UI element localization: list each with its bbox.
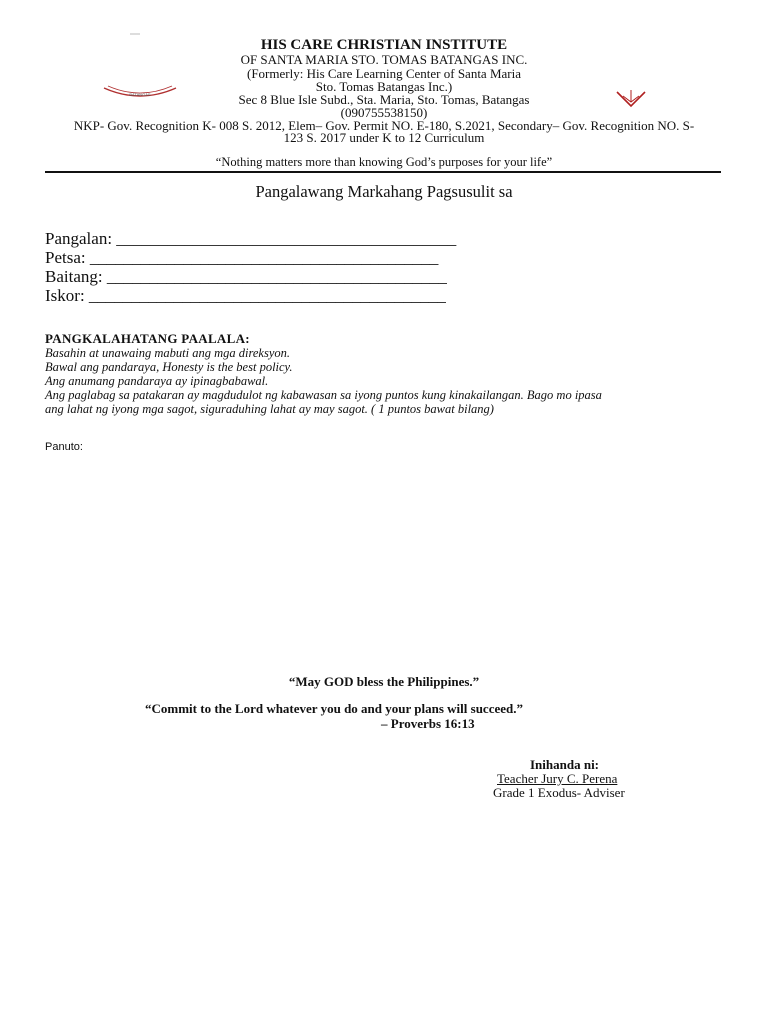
header-line-3: (Formerly: His Care Learning Center of Santa Maria xyxy=(247,66,521,81)
verse-reference: – Proverbs 16:13 xyxy=(381,716,475,731)
grade-field[interactable]: Baitang: ________________________________________ xyxy=(45,267,447,286)
score-field[interactable]: Iskor: __________________________________________ xyxy=(45,286,446,305)
header-line-4: Sto. Tomas Batangas Inc.) xyxy=(315,79,453,94)
reminder-2: Bawal ang pandaraya, Honesty is the best policy. xyxy=(45,360,293,374)
reminder-4: Ang paglabag sa patakaran ay magdudulot ng kabawasan sa iyong puntos kung kinakailangan. Bago mo ipasa xyxy=(45,388,602,402)
exam-title: Pangalawang Markahang Pagsusulit sa xyxy=(255,182,513,201)
school-name: HIS CARE CHRISTIAN INSTITUTE xyxy=(260,37,508,53)
header-address: Sec 8 Blue Isle Subd., Sta. Maria, Sto. Tomas, Batangas xyxy=(238,92,530,107)
instructions-label: Panuto: xyxy=(45,441,83,453)
reminders-heading: PANGKALAHATANG PAALALA: xyxy=(45,331,250,346)
header-line-2: OF SANTA MARIA STO. TOMAS BATANGAS INC. xyxy=(240,52,528,67)
recognition-line-2: 123 S. 2017 under K to 12 Curriculum xyxy=(283,130,485,145)
reminder-1: Basahin at unawaing mabuti ang mga direksyon. xyxy=(45,346,291,360)
prepared-name: Teacher Jury C. Perena xyxy=(497,771,618,786)
left-logo-text: BATANGAS xyxy=(129,92,151,97)
reminder-5: ang lahat ng iyong mga sagot, siguraduhing lahat ay may sagot. ( 1 puntos bawat bilang) xyxy=(45,402,494,416)
recognition-line-1: NKP- Gov. Recognition K- 008 S. 2012, Elem– Gov. Permit NO. E-180, S.2021, Secondary– Gov. Recognition NO. S- xyxy=(73,118,695,133)
reminder-3: Ang anumang pandaraya ay ipinagbabawal. xyxy=(45,374,269,388)
bible-verse: “Commit to the Lord whatever you do and your plans will succeed.” xyxy=(145,701,523,716)
name-field[interactable]: Pangalan: ________________________________________ xyxy=(45,229,457,248)
school-motto: “Nothing matters more than knowing God’s purposes for your life” xyxy=(215,155,553,169)
prepared-role: Grade 1 Exodus- Adviser xyxy=(493,785,625,800)
blessing: “May GOD bless the Philippines.” xyxy=(288,674,480,689)
logo-mark-dot xyxy=(130,33,140,35)
date-field[interactable]: Petsa: _________________________________________ xyxy=(45,248,439,267)
header-phone: (090755538150) xyxy=(340,105,428,120)
prepared-label: Inihanda ni: xyxy=(530,757,600,772)
header-divider xyxy=(45,171,721,173)
